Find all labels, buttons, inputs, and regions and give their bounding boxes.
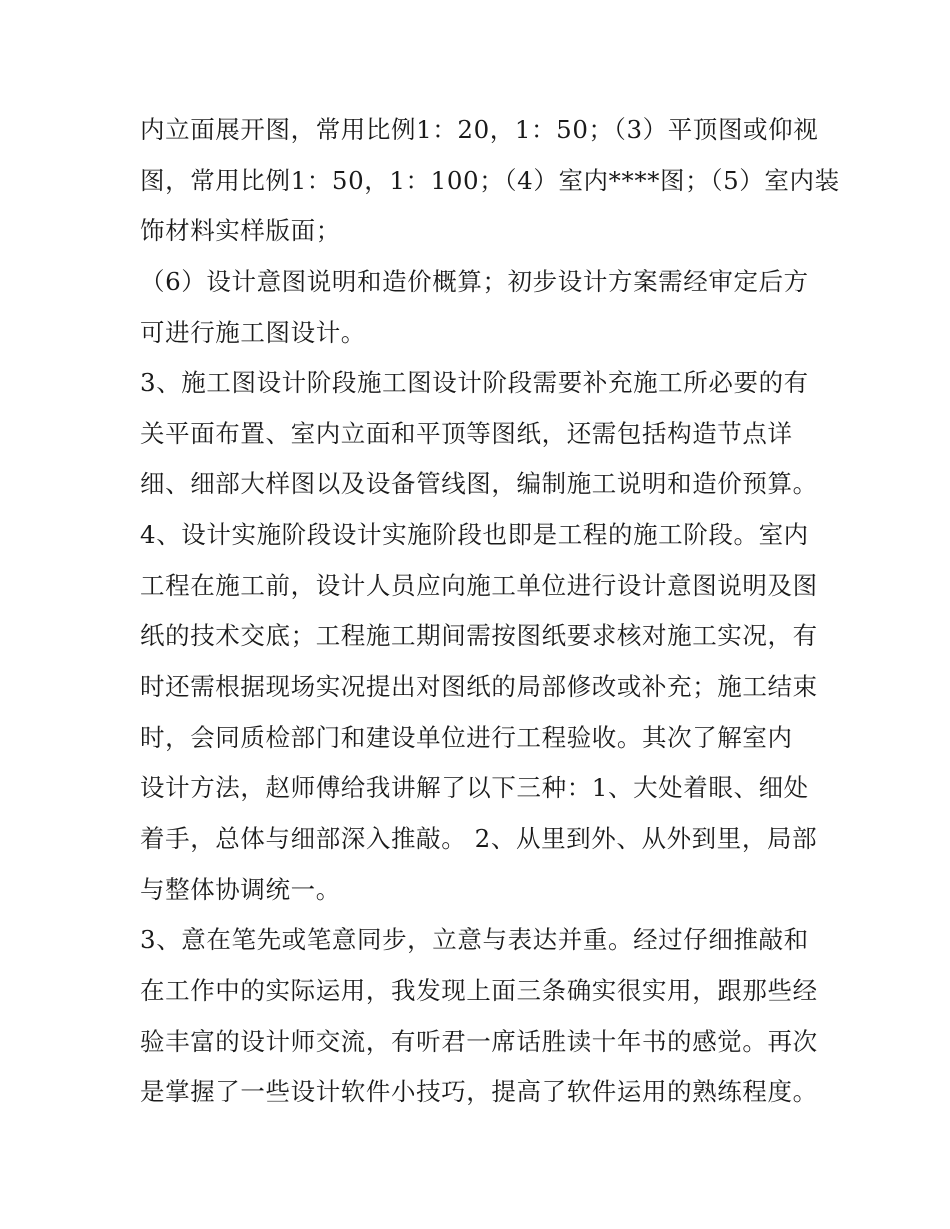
text-line: 与整体协调统一。 <box>140 874 341 904</box>
text-line: 在工作中的实际运用，我发现上面三条确实很实用，跟那些经 <box>140 975 818 1005</box>
text-line: （6）设计意图说明和造价概算；初步设计方案需经审定后方 <box>140 266 809 296</box>
text-line: 内立面展开图，常用比例1：20，1：50；（3）平顶图或仰视 <box>140 115 819 144</box>
text-line: 时还需根据现场实况提出对图纸的局部修改或补充；施工结束 <box>140 672 818 702</box>
text-line: 是掌握了一些设计软件小技巧，提高了软件运用的熟练程度。 <box>140 1077 818 1107</box>
text-line: 4、设计实施阶段设计实施阶段也即是工程的施工阶段。室内 <box>140 520 809 550</box>
text-line: 细、细部大样图以及设备管线图，编制施工说明和造价预算。 <box>140 469 818 499</box>
text-line: 饰材料实样版面； <box>140 216 341 246</box>
text-line: 验丰富的设计师交流，有听君一席话胜读十年书的感觉。再次 <box>140 1026 818 1056</box>
text-line: 可进行施工图设计。 <box>140 317 366 347</box>
text-line: 关平面布置、室内立面和平顶等图纸，还需包括构造节点详 <box>140 418 793 448</box>
text-line: 3、施工图设计阶段施工图设计阶段需要补充施工所必要的有 <box>140 368 809 398</box>
text-line: 时，会同质检部门和建设单位进行工程验收。其次了解室内 <box>140 722 793 752</box>
text-line: 3、意在笔先或笔意同步，立意与表达并重。经过仔细推敲和 <box>140 925 809 955</box>
text-line: 设计方法，赵师傅给我讲解了以下三种：1、大处着眼、细处 <box>140 773 809 803</box>
text-line: 工程在施工前，设计人员应向施工单位进行设计意图说明及图 <box>140 570 818 600</box>
document-body <box>140 109 840 1122</box>
text-line: 着手，总体与细部深入推敲。 2、从里到外、从外到里，局部 <box>140 823 818 853</box>
text-line: 纸的技术交底；工程施工期间需按图纸要求核对施工实况，有 <box>140 621 818 651</box>
text-line: 图，常用比例1：50，1：100；（4）室内****图；（5）室内装 <box>140 165 840 195</box>
